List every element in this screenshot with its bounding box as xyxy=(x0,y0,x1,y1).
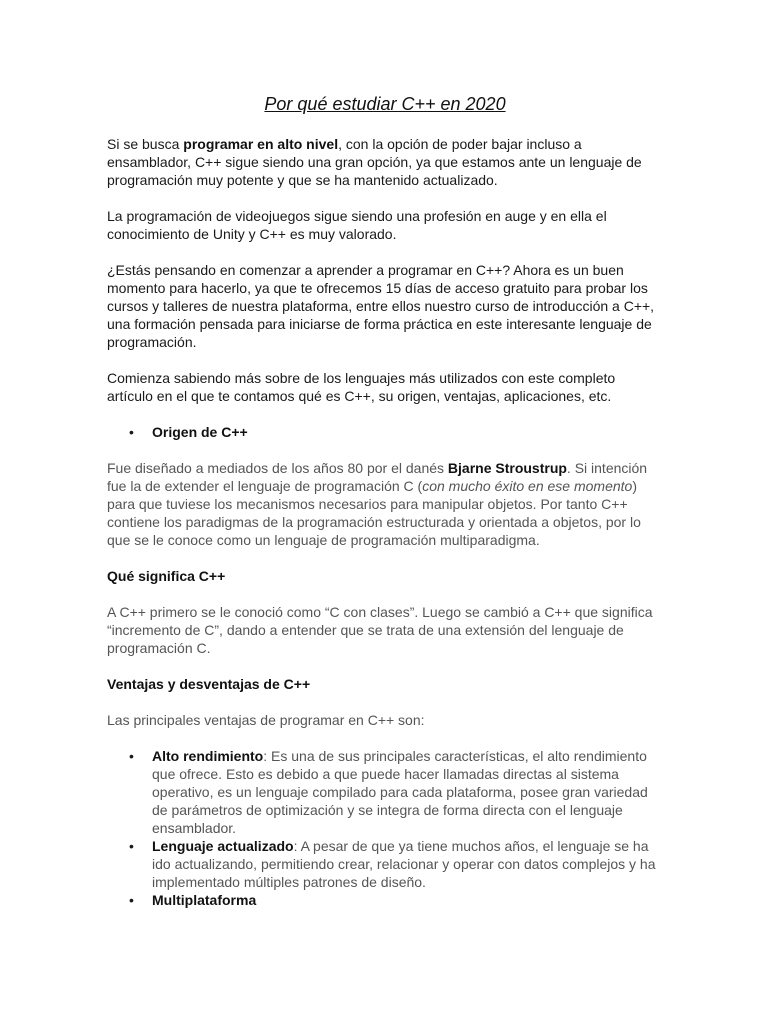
intro-paragraph-3: ¿Estás pensando en comenzar a aprender a programar en C++? Ahora es un buen momento para hacerlo, ya que te ofrecemos 15 días de acceso gratuito para probar los cursos y talleres de nuestra plataforma, entre ellos nuestro curso de introducción a C++, una formación pensada para iniciarse de forma práctica en este interesante lenguaje de programación. xyxy=(107,262,655,350)
intro-text: , con la opción de poder bajar incluso a ensamblador, C++ sigue siendo una gran opción, ya que estamos ante un lenguaje de programación muy potente y que se ha mantenido actualizado. xyxy=(107,136,642,188)
intro-paragraph-1 xyxy=(107,135,663,189)
list-item-text: : Es una de sus principales características, el alto rendimiento que ofrece. Esto es debido a que puede hacer llamadas directas al sistema operativo, es un lenguaje compilado para cada plataforma, posee gran variedad de parámetros de optimización y se integra de forma directa con el lenguaje ensamblador. xyxy=(152,748,648,836)
origen-text: Fue diseñado a mediados de los años 80 por el danés xyxy=(107,460,448,476)
significa-paragraph: A C++ primero se le conoció como “C con clases”. Luego se cambió a C++ que significa “incremento de C”, dando a entender que se trata de una extensión del lenguaje de programación C. xyxy=(107,604,653,656)
ventajas-intro: Las principales ventajas de programar en C++ son: xyxy=(107,712,425,728)
bullet-icon: • xyxy=(129,892,134,908)
origen-bold-text: Bjarne Stroustrup xyxy=(447,460,567,476)
list-item xyxy=(107,423,663,441)
document-body xyxy=(107,92,663,927)
list-item-title: Alto rendimiento xyxy=(152,748,264,764)
intro-bold-text: programar en alto nivel xyxy=(183,136,339,152)
intro-text: Si se busca xyxy=(107,136,184,152)
list-item xyxy=(107,891,663,909)
bullet-icon: • xyxy=(129,748,134,764)
list-item-title: Multiplataforma xyxy=(152,892,257,908)
origen-heading-list xyxy=(107,423,663,441)
bullet-icon: • xyxy=(129,838,134,854)
origen-heading: Origen de C++ xyxy=(152,424,248,440)
ventajas-heading: Ventajas y desventajas de C++ xyxy=(107,676,311,692)
origen-text: . Si intención fue la de extender el lenguaje de programación C ( xyxy=(107,460,648,494)
list-item xyxy=(107,837,663,891)
origen-text: ) para que tuviese los mecanismos necesarios para manipular objetos. Por tanto C++ contiene los paradigmas de la programación estructurada y orientada a objetos, por lo que se le conoce como un lenguaje de programación multiparadigma. xyxy=(107,478,641,548)
origen-italic-text: con mucho éxito en ese momento xyxy=(422,478,633,494)
intro-paragraph-2: La programación de videojuegos sigue siendo una profesión en auge y en ella el conocimiento de Unity y C++ es muy valorado. xyxy=(107,208,607,242)
origen-paragraph xyxy=(107,459,663,549)
intro-paragraph-4: Comienza sabiendo más sobre de los lenguajes más utilizados con este completo artículo en el que te contamos qué es C++, su origen, ventajas, aplicaciones, etc. xyxy=(107,370,616,404)
page-title: Por qué estudiar C++ en 2020 xyxy=(264,94,506,114)
significa-heading: Qué significa C++ xyxy=(107,568,226,584)
ventajas-list xyxy=(107,747,663,909)
list-item xyxy=(107,747,663,837)
list-item-text: : A pesar de que ya tiene muchos años, el lenguaje se ha ido actualizando, permitiendo crear, relacionar y operar con datos complejos y ha implementado múltiples patrones de diseño. xyxy=(152,838,656,890)
bullet-icon: • xyxy=(129,424,134,440)
list-item-title: Lenguaje actualizado xyxy=(152,838,294,854)
